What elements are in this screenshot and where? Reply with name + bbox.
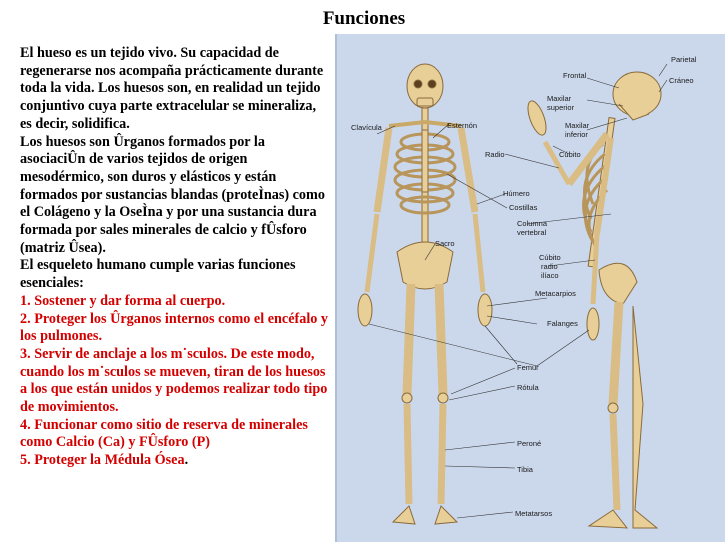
label-maxilar-inferior-1: Maxilar xyxy=(565,121,590,130)
label-perone: Peroné xyxy=(517,439,542,448)
label-humero: Húmero xyxy=(503,189,530,198)
function-item-4: 4. Funcionar como sitio de reserva de minerales como Calcio (Ca) y FÛsforo (P) xyxy=(20,416,308,451)
front-pelvis xyxy=(397,242,453,289)
front-clavicle-left xyxy=(389,122,425,126)
front-tibia-left xyxy=(407,404,409,504)
label-maxilar-inferior-2: inferior xyxy=(565,130,588,139)
front-eye-left xyxy=(414,80,422,88)
label-falanges: Falanges xyxy=(547,319,578,328)
label-parietal: Parietal xyxy=(671,55,697,64)
label-columna-2: vertebral xyxy=(517,228,547,237)
front-foot-right xyxy=(435,506,457,524)
function-item-5-period: . xyxy=(184,452,189,469)
front-hand-left xyxy=(358,294,372,326)
front-skeleton xyxy=(358,64,492,524)
text-column xyxy=(20,45,330,470)
front-sternum xyxy=(422,130,428,192)
side-skull xyxy=(613,72,661,116)
label-maxilar-superior-1: Maxilar xyxy=(547,94,572,103)
label-clavicula: Clavícula xyxy=(351,123,382,132)
side-foot xyxy=(589,510,627,528)
side-skeleton xyxy=(524,72,661,528)
paragraph-intro: El hueso es un tejido vivo. Su capacidad de regenerarse nos acompaña prácticamente durante toda la vida. Los huesos son, en realidad un tejido conjuntivo cuya parte extracelular se mineraliza, es decir, solidifica. xyxy=(20,45,324,132)
side-leg-back xyxy=(633,306,657,528)
label-cubito-2: Cúbito xyxy=(539,253,561,262)
label-columna-1: Columna xyxy=(517,219,548,228)
side-hand-raised xyxy=(524,99,549,138)
function-item-5-line xyxy=(20,452,330,470)
front-femur-left xyxy=(407,284,411,394)
skeleton-diagram xyxy=(337,34,725,542)
label-metatarsos: Metatarsos xyxy=(515,509,553,518)
label-costillas: Costillas xyxy=(509,203,538,212)
side-femur xyxy=(613,302,619,404)
label-radio: Radio xyxy=(485,150,505,159)
function-item-3: 3. Servir de anclaje a los m˙sculos. De este modo, cuando los m˙sculos se mueven, tiran de los huesos a los que están unidos y podemos realizar todo tipo de movimientos. xyxy=(20,345,328,416)
front-hand-right xyxy=(478,294,492,326)
label-tibia: Tibia xyxy=(517,465,533,474)
paragraph-organs: Los huesos son Ûrganos formados por la asociaciÛn de varios tejidos de origen mesodérmico, son duros y elásticos y están formados por sustancias blandas (proteÌnas) como el Colágeno y la OseÌna y por una sustancia dura formada por sales minerales de calcio y fÛsforo (matriz Ûsea). xyxy=(20,133,325,256)
side-tibia xyxy=(613,414,617,510)
label-radio-2: radio xyxy=(541,262,558,271)
function-item-5: 5. Proteger la Médula Ósea xyxy=(20,452,185,469)
label-iliaco: ilíaco xyxy=(541,271,559,280)
front-eye-right xyxy=(428,80,436,88)
side-pelvis xyxy=(599,263,637,304)
function-item-2: 2. Proteger los Ûrganos internos como el encéfalo y los pulmones. xyxy=(20,310,328,345)
front-forearm-right xyxy=(475,214,483,292)
front-femur-right xyxy=(439,284,443,394)
label-sacro: Sacro xyxy=(435,239,455,248)
page-title: Funciones xyxy=(322,8,406,29)
label-metacarpios: Metacarpios xyxy=(535,289,576,298)
front-foot-left xyxy=(393,506,415,524)
label-frontal: Frontal xyxy=(563,71,587,80)
function-item-1: 1. Sostener y dar forma al cuerpo. xyxy=(20,292,226,309)
label-femur: Femur xyxy=(517,363,539,372)
skeleton-illustration xyxy=(335,34,725,542)
label-esternon: Esternón xyxy=(447,121,478,130)
front-patella-left xyxy=(402,393,412,403)
paragraph-skeleton: El esqueleto humano cumple varias funciones esenciales: xyxy=(20,257,296,292)
front-humerus-right xyxy=(461,128,475,212)
label-cubito: Cúbito xyxy=(559,150,581,159)
front-forearm-left xyxy=(367,214,377,292)
label-rotula: Rótula xyxy=(517,383,539,392)
label-maxilar-superior-2: superior xyxy=(547,103,575,112)
front-jaw xyxy=(417,98,433,106)
front-patella-right xyxy=(438,393,448,403)
side-patella xyxy=(608,403,618,413)
label-craneo: Cráneo xyxy=(669,76,694,85)
side-hand-back xyxy=(587,308,599,340)
front-tibia-right xyxy=(441,404,443,504)
front-humerus-left xyxy=(377,128,389,212)
